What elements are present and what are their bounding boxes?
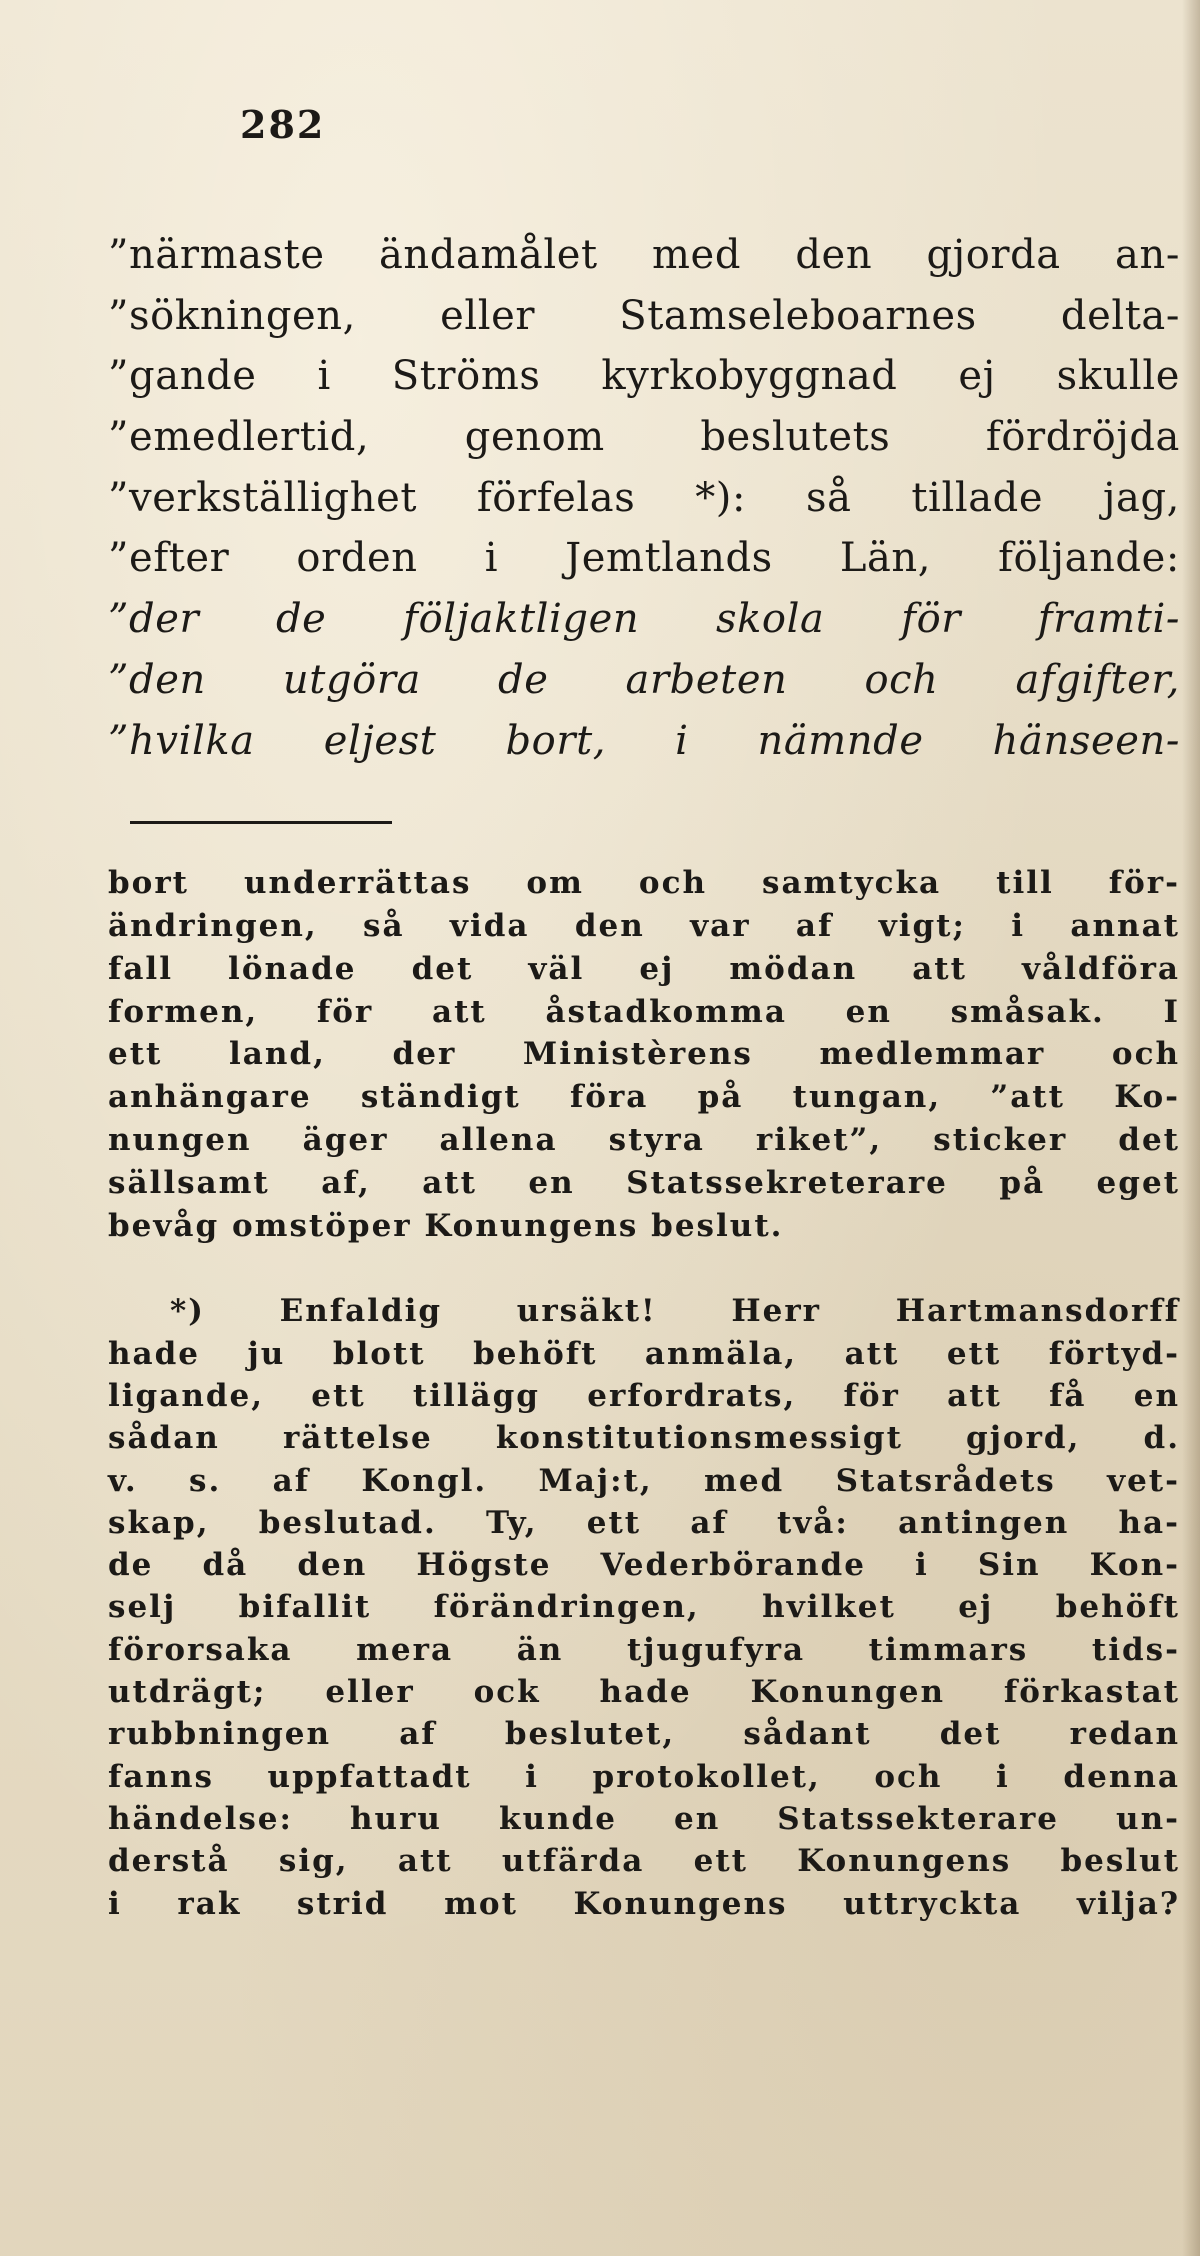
main-text-line: ”emedlertid, genom beslutets fördröjda (108, 414, 1180, 461)
asterisk-footnote-block (108, 1290, 1180, 1924)
footnote-line: i rak strid mot Konungens uttryckta vilja? (108, 1885, 1180, 1922)
footnote-line: *) Enfaldig ursäkt! Herr Hartmansdorff (170, 1293, 1180, 1330)
continued-footnote-line: ett land, der Ministèrens medlemmar och (108, 1036, 1180, 1073)
main-text-line: ”verkställighet förfelas *): så tillade jag, (108, 474, 1180, 521)
main-text-line: ”närmaste ändamålet med den gjorda an- (108, 232, 1180, 278)
main-text-line: ”der de följaktligen skola för framti- (108, 596, 1180, 643)
main-text-line: ”gande i Ströms kyrkobyggnad ej skulle (108, 353, 1180, 400)
footnote-line: ligande, ett tillägg erfordrats, för att få en (108, 1377, 1180, 1414)
footnote-line: sådan rättelse konstitutionsmessigt gjord, d. (108, 1420, 1180, 1457)
continued-footnote-block (108, 862, 1180, 1247)
footnote-line: förorsaka mera än tjugufyra timmars tids- (108, 1631, 1180, 1668)
footnote-line: skap, beslutad. Ty, ett af två: antingen ha- (108, 1504, 1180, 1541)
continued-footnote-line: ändringen, så vida den var af vigt; i annat (108, 907, 1180, 944)
main-quote-block (108, 225, 1180, 771)
footnote-divider (130, 821, 392, 824)
footnote-line: hade ju blott behöft anmäla, att ett förtyd- (108, 1335, 1180, 1372)
continued-footnote-line: fall lönade det väl ej mödan att våldföra (108, 950, 1180, 987)
continued-footnote-line: formen, för att åstadkomma en småsak. I (108, 993, 1180, 1030)
footnote-line: händelse: huru kunde en Statssekterare un- (108, 1800, 1180, 1837)
continued-footnote-line: anhängare ständigt föra på tungan, ”att Ko- (108, 1079, 1180, 1116)
continued-footnote-line: bevåg omstöper Konungens beslut. (108, 1207, 784, 1244)
footnote-line: derstå sig, att utfärda ett Konungens beslut (108, 1843, 1180, 1880)
footnote-line: de då den Högste Vederbörande i Sin Kon- (108, 1547, 1180, 1584)
main-text-line: ”den utgöra de arbeten och afgifter, (108, 656, 1180, 703)
footnote-line: v. s. af Kongl. Maj:t, med Statsrådets vet- (108, 1462, 1180, 1499)
main-text-line: ”sökningen, eller Stamseleboarnes delta- (108, 292, 1180, 339)
continued-footnote-line: bort underrättas om och samtycka till för- (108, 865, 1180, 902)
continued-footnote-line: nungen äger allena styra riket”, sticker det (108, 1121, 1180, 1158)
continued-footnote-line: sällsamt af, att en Statssekreterare på eget (108, 1164, 1180, 1201)
main-text-line: ”hvilka eljest bort, i nämnde hänseen- (108, 717, 1180, 764)
page-number: 282 (240, 102, 326, 147)
main-text-line: ”efter orden i Jemtlands Län, följande: (108, 535, 1180, 582)
footnote-line: utdrägt; eller ock hade Konungen förkastat (108, 1674, 1180, 1711)
footnote-line: rubbningen af beslutet, sådant det redan (108, 1716, 1180, 1753)
footnote-line: fanns uppfattadt i protokollet, och i denna (108, 1758, 1180, 1795)
footnote-line: selj bifallit förändringen, hvilket ej behöft (108, 1589, 1180, 1626)
